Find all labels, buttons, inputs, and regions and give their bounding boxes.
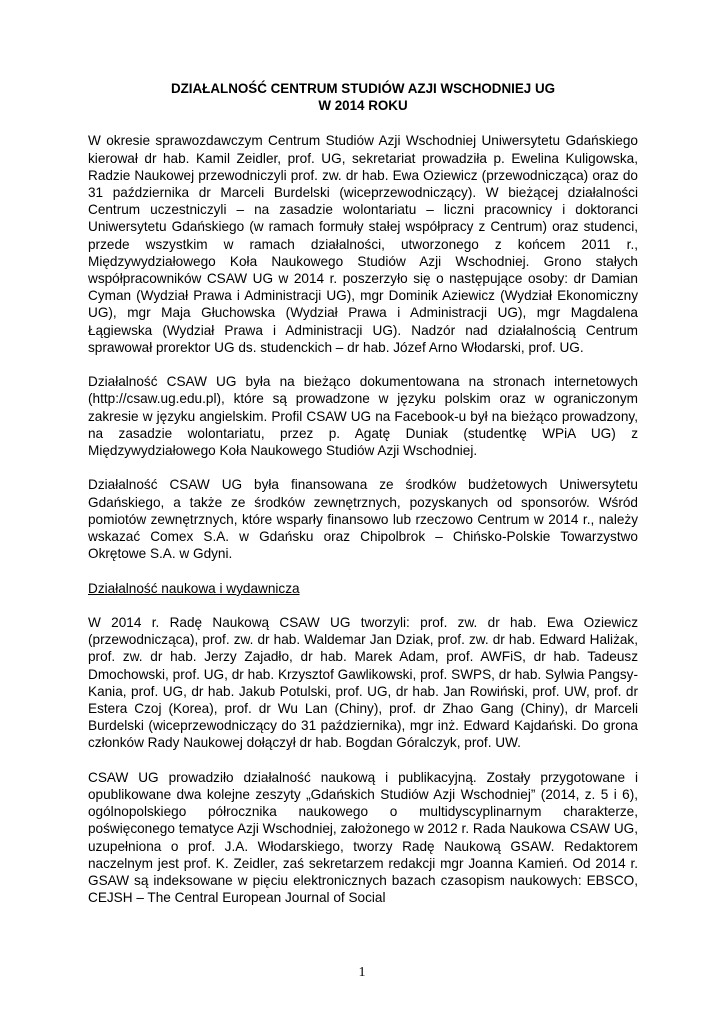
document-title [88, 80, 638, 114]
title-line-2: W 2014 ROKU [318, 98, 408, 114]
title-line-1: DZIAŁALNOŚĆ CENTRUM STUDIÓW AZJI WSCHODNIEJ UG [170, 81, 556, 96]
section-heading: Działalność naukowa i wydawnicza [88, 580, 300, 596]
paragraph-website: Działalność CSAW UG była na bieżąco dokumentowana na stronach internetowych (http://csaw.ug.edu.pl), które są prowadzone w języku polskim oraz w ograniczonym zakresie w języku angielskim. Profil CSAW UG na Facebook-u był na bieżąco prowadzony, na zasadzie wolontariatu, przez p. Agatę Duniak (studentkę WPiA UG) z Międzywydziałowego Koła Naukowego Studiów Azji Wschodniej. [88, 374, 638, 459]
paragraph-scientific-council: W 2014 r. Radę Naukową CSAW UG tworzyli: prof. zw. dr hab. Ewa Oziewicz (przewodnicząca), prof. zw. dr hab. Waldemar Jan Dziak, prof. zw. dr hab. Edward Haliżak, prof. zw. dr hab. Jerzy Zajadło, dr hab. Marek Adam, prof. AWFiS, dr hab. Tadeusz Dmochowski, prof. UG, dr hab. Krzysztof Gawlikowski, prof. SWPS, dr hab. Sylwia Pangsy-Kania, prof. UG, dr hab. Jakub Potulski, prof. UG, dr hab. Jan Rowiński, prof. UW, prof. dr Estera Czoj (Korea), prof. dr Wu Lan (Chiny), prof. dr Zhao Gang (Chiny), dr Marceli Burdelski (wiceprzewodniczący do 31 października), mgr inż. Edward Kajdański. Do grona członków Rady Naukowej dołączył dr hab. Bogdan Góralczyk, prof. UW. [88, 615, 638, 751]
document-page [88, 80, 638, 924]
paragraph-management: W okresie sprawozdawczym Centrum Studiów Azji Wschodniej Uniwersytetu Gdańskiego kierował dr hab. Kamil Zeidler, prof. UG, sekretariat prowadziła p. Ewelina Kuligowska, Radzie Naukowej przewodniczyli prof. zw. dr hab. Ewa Oziewicz (przewodnicząca) oraz do 31 października dr Marceli Burdelski (wiceprzewodniczący). W bieżącej działalności Centrum uczestniczyli – na zasadzie wolontariatu – liczni pracownicy i doktoranci Uniwersytetu Gdańskiego (w ramach formuły stałej współpracy z Centrum) oraz studenci, przede wszystkim w ramach działalności, utworzonego z końcem 2011 r., Międzywydziałowego Koła Naukowego Studiów Azji Wschodniej. Grono stałych współpracowników CSAW UG w 2014 r. poszerzyło się o następujące osoby: dr Damian Cyman (Wydział Prawa i Administracji UG), mgr Dominik Aziewicz (Wydział Ekonomiczny UG), mgr Maja Głuchowska (Wydział Prawa i Administracji UG), mgr Magdalena Łągiewska (Wydział Prawa i Administracji UG). Nadzór nad działalnością Centrum sprawował prorektor UG ds. studenckich – dr hab. Józef Arno Włodarski, prof. UG. [88, 133, 638, 355]
paragraph-publications: CSAW UG prowadziło działalność naukową i publikacyjną. Zostały przygotowane i opublikowane dwa kolejne zeszyty „Gdańskich Studiów Azji Wschodniej” (2014, z. 5 i 6), ogólnopolskiego półrocznika naukowego o multidyscyplinarnym charakterze, poświęconego tematyce Azji Wschodniej, założonego w 2012 r. Rada Naukowa CSAW UG, uzupełniona o prof. J.A. Włodarskiego, tworzy Radę Naukową GSAW. Redaktorem naczelnym jest prof. K. Zeidler, zaś sekretarzem redakcji mgr Joanna Kamień. Od 2014 r. GSAW są indeksowane w pięciu elektronicznych bazach czasopism naukowych: EBSCO, CEJSH – The Central European Journal of Social [88, 769, 638, 906]
page-number: 1 [358, 965, 366, 980]
paragraph-funding: Działalność CSAW UG była finansowana ze środków budżetowych Uniwersytetu Gdańskiego, a także ze środków zewnętrznych, pozyskanych od sponsorów. Wśród pomiotów zewnętrznych, które wsparły finansowo lub rzeczowo Centrum w 2014 r., należy wskazać Comex S.A. w Gdańsku oraz Chipolbrok – Chińsko-Polskie Towarzystwo Okrętowe S.A. w Gdyni. [88, 477, 638, 562]
